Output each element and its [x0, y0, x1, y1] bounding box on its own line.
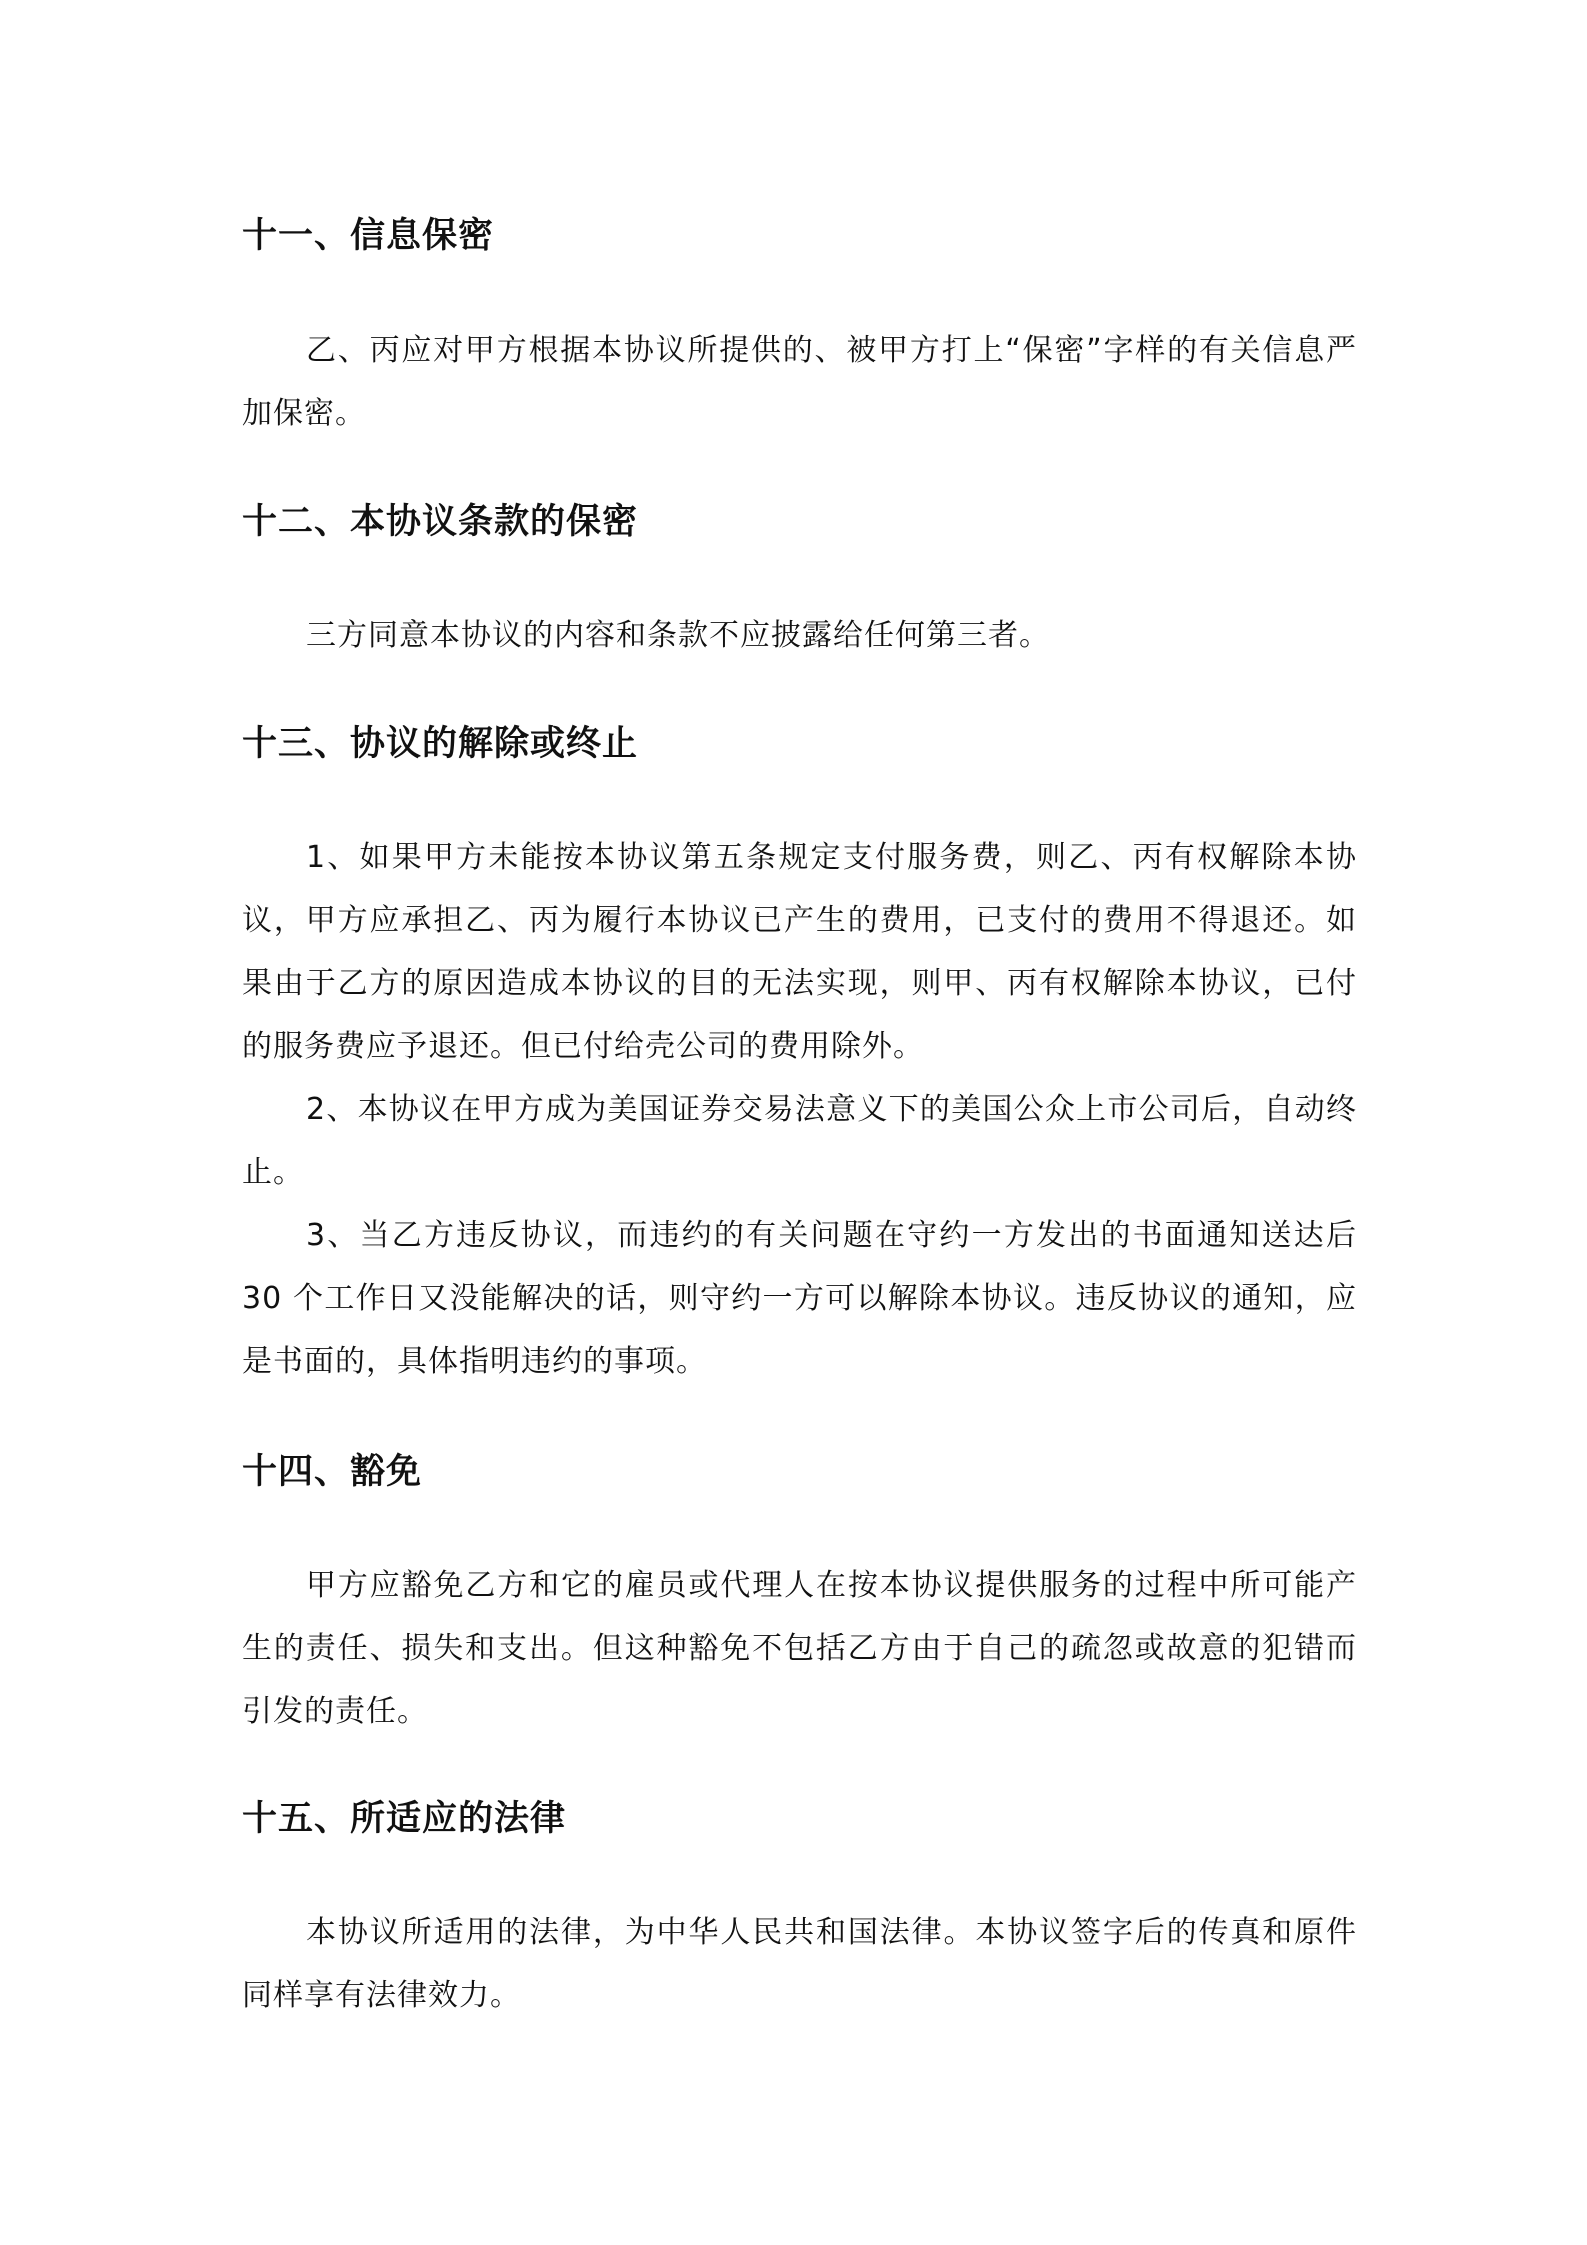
section-heading-confidentiality: 十一、信息保密	[242, 216, 495, 256]
section-paragraph: 乙、丙应对甲方根据本协议所提供的、被甲方打上“保密”字样的有关信息严加保密。	[242, 333, 1357, 431]
section-paragraph: 1、如果甲方未能按本协议第五条规定支付服务费，则乙、丙有权解除本协议，甲方应承担乙、丙为履行本协议已产生的费用，已支付的费用不得退还。如果由于乙方的原因造成本协议的目的无法实现，则甲、丙有权解除本协议，已付的服务费应予退还。但已付给壳公司的费用除外。	[242, 840, 1357, 1064]
section-paragraph: 3、当乙方违反协议，而违约的有关问题在守约一方发出的书面通知送达后 30 个工作日又没能解决的话，则守约一方可以解除本协议。违反协议的通知，应是书面的，具体指明违约的事项。	[242, 1218, 1357, 1379]
section-paragraph: 2、本协议在甲方成为美国证券交易法意义下的美国公众上市公司后，自动终止。	[242, 1092, 1357, 1190]
section-paragraph: 本协议所适用的法律，为中华人民共和国法律。本协议签字后的传真和原件同样享有法律效力。	[242, 1915, 1357, 2013]
section-paragraph: 三方同意本协议的内容和条款不应披露给任何第三者。	[306, 618, 1050, 653]
section-heading-terms-confidentiality: 十二、本协议条款的保密	[242, 502, 639, 542]
section-heading-termination: 十三、协议的解除或终止	[242, 724, 639, 764]
section-heading-exemption: 十四、豁免	[242, 1452, 423, 1492]
section-heading-governing-law: 十五、所适应的法律	[242, 1799, 567, 1839]
section-paragraph: 甲方应豁免乙方和它的雇员或代理人在按本协议提供服务的过程中所可能产生的责任、损失和支出。但这种豁免不包括乙方由于自己的疏忽或故意的犯错而引发的责任。	[242, 1568, 1357, 1729]
